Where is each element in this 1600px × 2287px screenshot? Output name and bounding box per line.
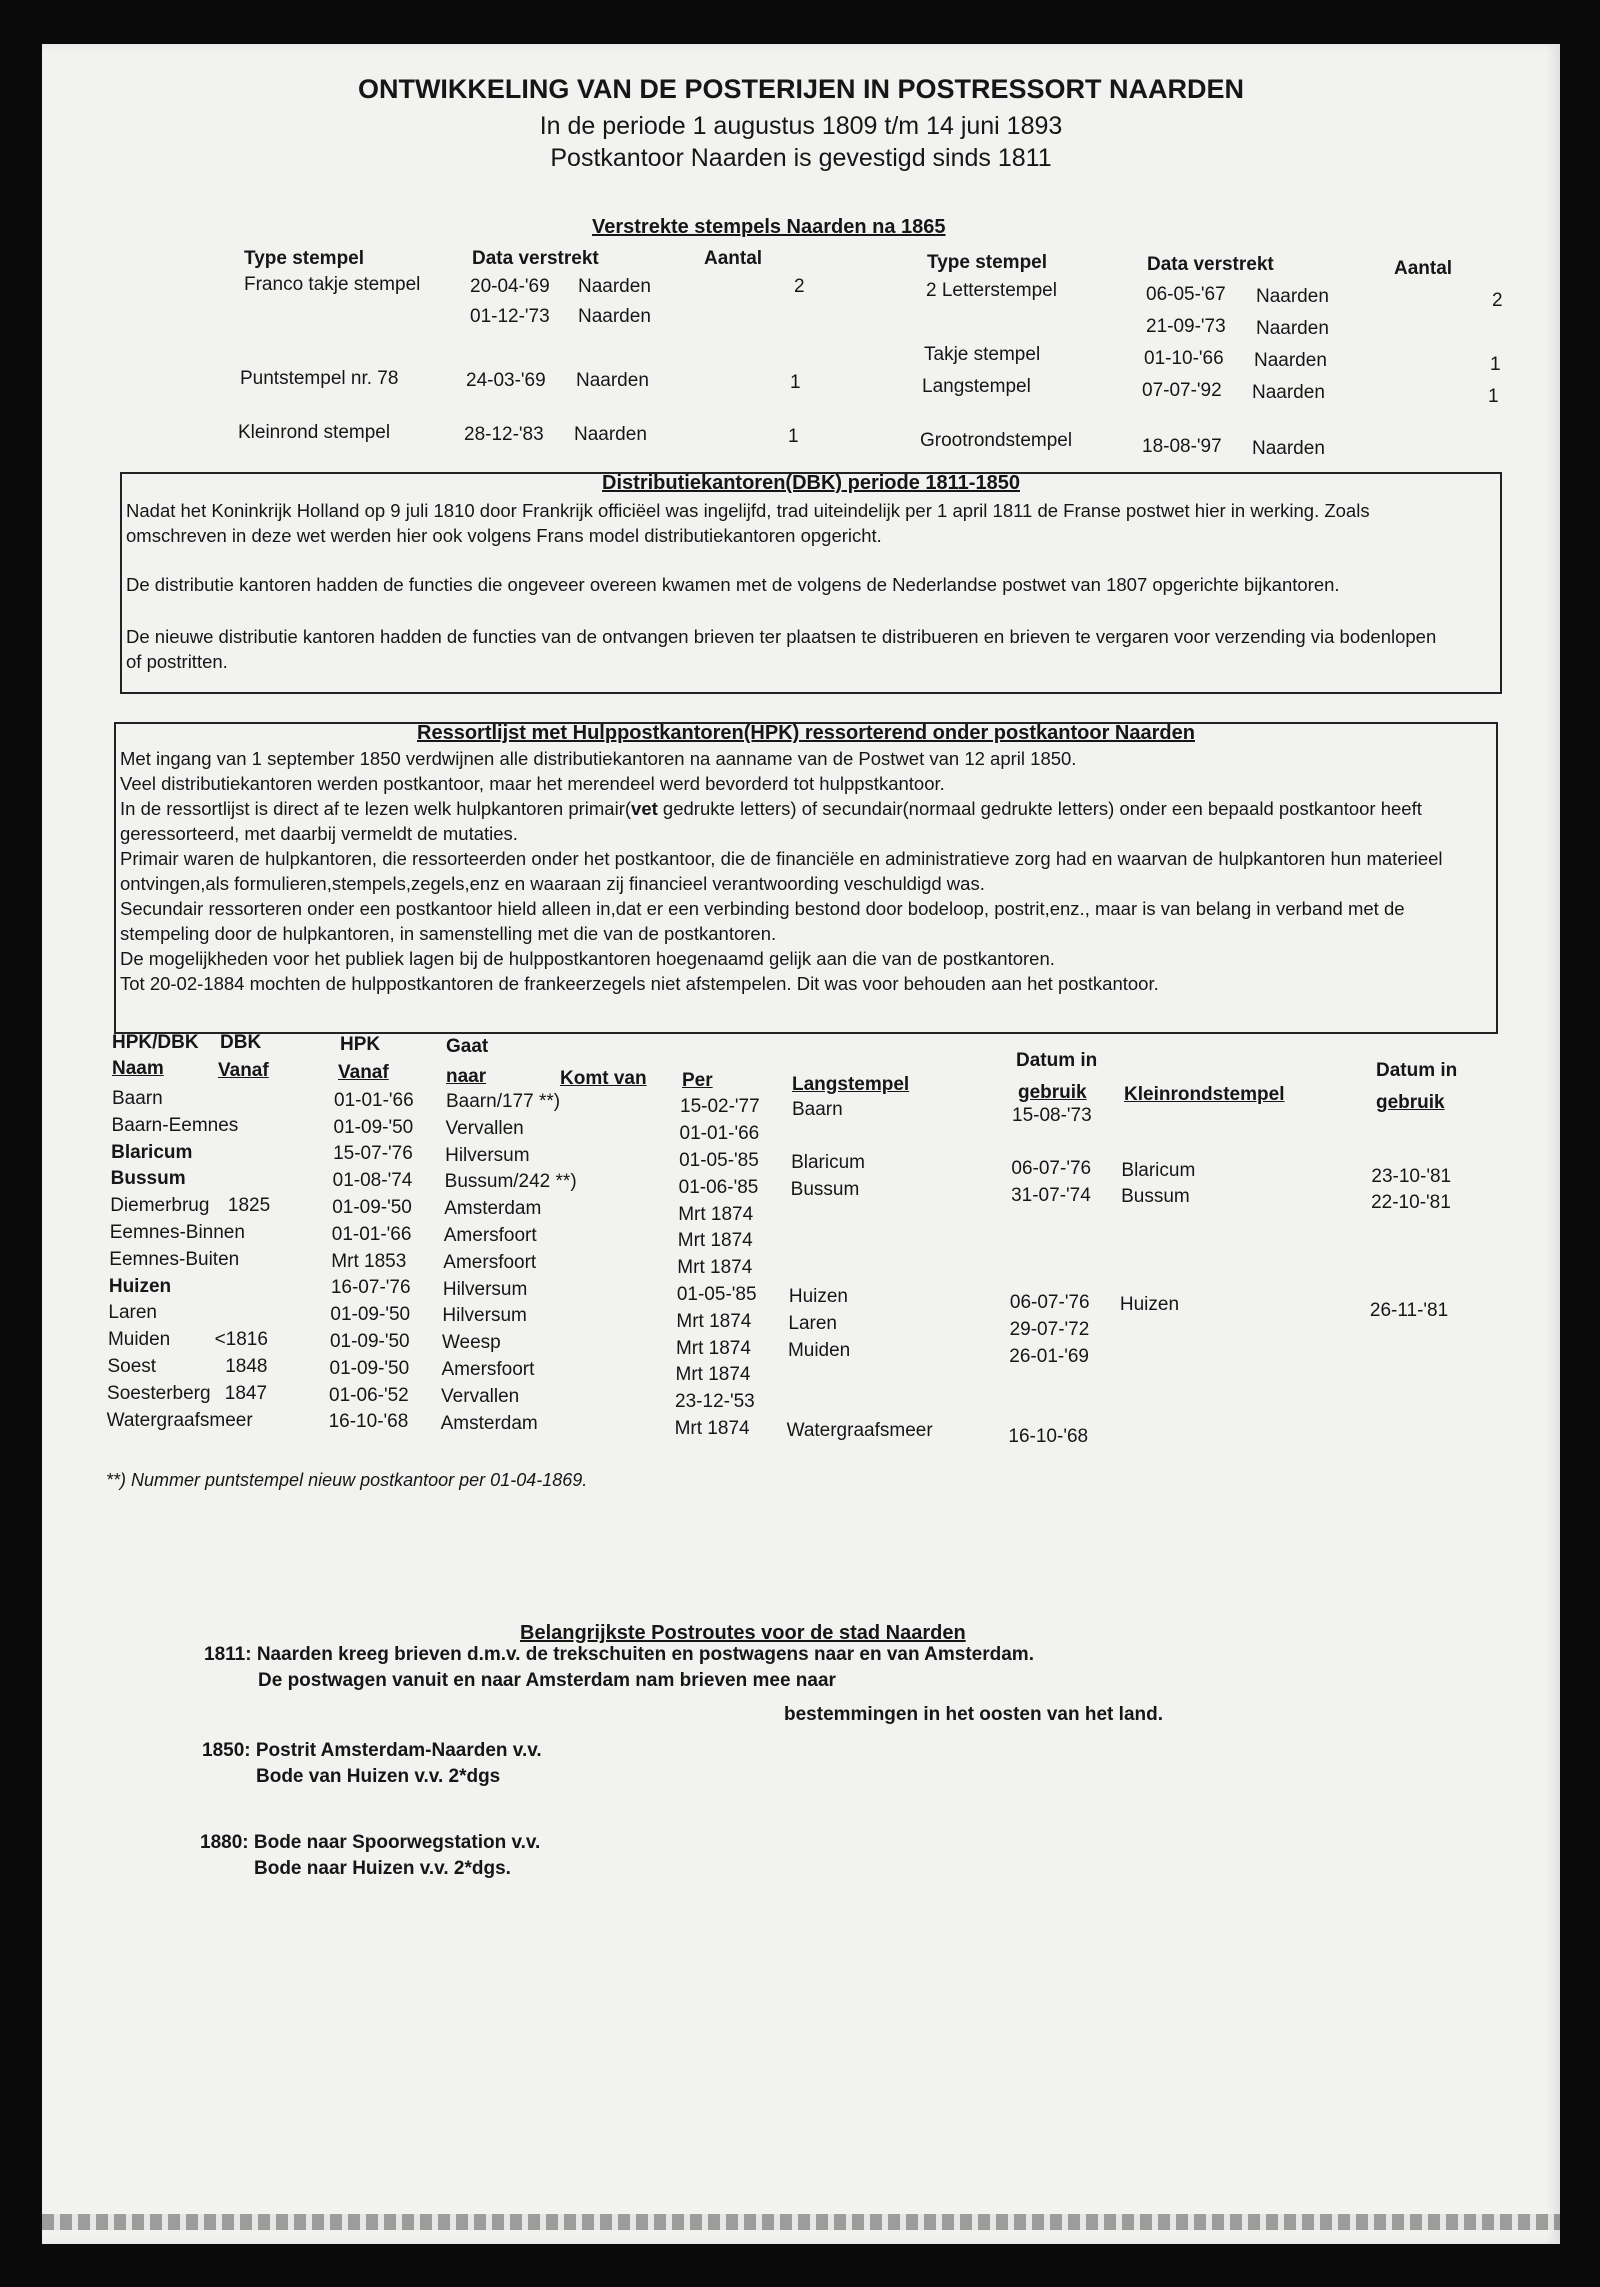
dbk-title: Distributiekantoren(DBK) periode 1811-1850 xyxy=(602,472,1020,494)
binder-edge-strip xyxy=(42,2214,1560,2230)
table-cell-lang-d: 31-07-'74 xyxy=(1011,1185,1091,1207)
table-header-datum-klein: Datum in xyxy=(1376,1060,1458,1081)
table-cell-per: 01-01-'66 xyxy=(679,1123,760,1145)
table-cell-per: 01-06-'85 xyxy=(678,1176,759,1198)
table-cell-hpk: 01-08-'74 xyxy=(332,1170,413,1192)
stempel-place: Naarden xyxy=(1256,286,1329,307)
stempel-place: Naarden xyxy=(578,276,651,297)
table-cell-hpk: 01-01-'66 xyxy=(334,1089,414,1111)
table-cell-per: 01-05-'85 xyxy=(679,1150,759,1171)
table-cell-naam: Blaricum xyxy=(111,1141,193,1163)
stempel-date: 06-05-'67 xyxy=(1146,284,1226,305)
hpk-paragraph-3-start: In de ressortlijst is direct af te lezen welk hulpkantoren primair( xyxy=(120,798,632,819)
stempel-date: 18-08-'97 xyxy=(1142,436,1222,457)
hpk-box xyxy=(114,722,1498,1034)
table-cell-hpk: 16-10-'68 xyxy=(328,1411,409,1433)
table-cell-naam: Muiden xyxy=(107,1329,171,1351)
table-cell-naam: Baarn xyxy=(112,1088,163,1109)
table-cell-per: Mrt 1874 xyxy=(675,1337,751,1359)
table-cell-hpk: 01-09-'50 xyxy=(332,1197,412,1218)
table-cell-per: 23-12-'53 xyxy=(675,1391,755,1413)
table-cell-lang-d: 06-07-'76 xyxy=(1009,1292,1090,1314)
stempel-type: Franco takje stempel xyxy=(244,274,421,295)
table-cell-hpk: 16-07-'76 xyxy=(330,1277,411,1299)
table-cell-dbk: 1847 xyxy=(224,1382,268,1404)
table-cell-naam: Diemerbrug xyxy=(110,1195,210,1217)
stempel-date: 28-12-'83 xyxy=(464,424,544,445)
route-1811: 1811: Naarden kreeg brieven d.m.v. de trekschuiten en postwagens naar en van Amsterdam. xyxy=(204,1644,1034,1665)
table-header-per: Per xyxy=(682,1070,713,1091)
table-cell-naam: Laren xyxy=(108,1302,157,1324)
table-cell-naar: Weesp xyxy=(441,1332,501,1354)
stempel-date: 20-04-'69 xyxy=(470,276,550,297)
table-cell-hpk: 01-09-'50 xyxy=(333,1116,414,1138)
stempel-aantal: 1 xyxy=(788,426,799,447)
stempel-aantal: 2 xyxy=(1492,290,1503,311)
stempels-header-aantal-left: Aantal xyxy=(704,248,763,269)
table-cell-naam: Soesterberg xyxy=(107,1382,211,1404)
stempel-date: 01-12-'73 xyxy=(470,306,550,327)
table-header-hpkdbk: HPK/DBK xyxy=(112,1032,199,1053)
stempel-aantal: 1 xyxy=(790,372,801,393)
document-sheet xyxy=(42,44,1560,2244)
table-cell-klein-d: 23-10-'81 xyxy=(1371,1165,1452,1187)
table-cell-per: Mrt 1874 xyxy=(675,1364,751,1386)
table-cell-naar: Baarn/177 **) xyxy=(446,1091,561,1112)
table-header-hpk-vanaf: Vanaf xyxy=(338,1062,389,1083)
stempel-type: 2 Letterstempel xyxy=(926,280,1057,301)
table-cell-naar: Amersfoort xyxy=(443,1251,537,1273)
table-cell-hpk: 01-09-'50 xyxy=(329,1357,410,1379)
hpk-paragraph-1: Met ingang van 1 september 1850 verdwijnen alle distributiekantoren na aanname van de Postwet van 12 april 1850. xyxy=(120,748,1077,769)
stempels-header-type-left: Type stempel xyxy=(244,248,365,269)
route-1811-line-3: bestemmingen in het oosten van het land. xyxy=(784,1704,1163,1725)
hpk-paragraph-3 xyxy=(120,796,1450,846)
dbk-paragraph-3: De nieuwe distributie kantoren hadden de functies van de ontvangen brieven ter plaatsen te distribueren en brieven te vergaren voor verzending via bodenlopen of postritten. xyxy=(126,626,1437,672)
table-cell-klein: Bussum xyxy=(1121,1186,1190,1208)
table-header-gebruik-klein: gebruik xyxy=(1376,1092,1445,1113)
table-cell-per: Mrt 1874 xyxy=(677,1257,753,1279)
table-header-kleinrondstempel: Kleinrondstempel xyxy=(1124,1084,1285,1105)
route-1880: 1880: Bode naar Spoorwegstation v.v. xyxy=(200,1832,541,1853)
stempel-aantal: 2 xyxy=(794,276,805,297)
hpk-paragraph-5: Secundair ressorteren onder een postkantoor hield alleen in,dat er een verbinding bestond door bodeloop, postrit,enz., maar is van belang in verband met de stempeling door de hulpkantoren, in samenstelling met die van de postkantoren. xyxy=(120,898,1405,944)
route-1850-line-2: Bode van Huizen v.v. 2*dgs xyxy=(256,1766,501,1787)
stempel-place: Naarden xyxy=(1254,350,1327,371)
table-cell-per: Mrt 1874 xyxy=(677,1230,753,1252)
table-cell-naar: Hilversum xyxy=(445,1144,530,1166)
table-cell-lang-d: 26-01-'69 xyxy=(1009,1346,1089,1367)
dbk-paragraph-1: Nadat het Koninkrijk Holland op 9 juli 1810 door Frankrijk officiëel was ingelijfd, trad uiteindelijk per 1 april 1811 de Franse postwet hier in werking. Zoals omschreven in deze wet werden hier ook volgens Frans model distributiekantoren opgericht. xyxy=(126,500,1370,546)
stempel-type: Puntstempel nr. 78 xyxy=(240,368,399,389)
table-cell-lang-d: 06-07-'76 xyxy=(1011,1158,1092,1180)
table-cell-dbk: 1848 xyxy=(225,1356,268,1377)
table-cell-lang-d: 16-10-'68 xyxy=(1008,1426,1089,1448)
table-cell-lang: Huizen xyxy=(788,1286,848,1308)
route-1850: 1850: Postrit Amsterdam-Naarden v.v. xyxy=(202,1740,542,1761)
table-header-gaat: Gaat xyxy=(446,1036,489,1057)
hpk-paragraph-6: De mogelijkheden voor het publiek lagen bij de hulppostkantoren hoegenaamd gelijk aan die van de postkantoren. xyxy=(120,948,1055,969)
table-cell-lang-d: 15-08-'73 xyxy=(1012,1104,1092,1126)
stempel-type: Grootrondstempel xyxy=(920,430,1073,451)
table-cell-hpk: 01-06-'52 xyxy=(329,1384,409,1406)
table-cell-naar: Amersfoort xyxy=(441,1359,535,1380)
table-header-naam: Naam xyxy=(112,1058,164,1079)
stempel-type: Takje stempel xyxy=(924,344,1041,365)
table-cell-lang: Laren xyxy=(788,1313,837,1335)
route-1880-line-2: Bode naar Huizen v.v. 2*dgs. xyxy=(254,1858,511,1879)
table-cell-naar: Bussum/242 **) xyxy=(444,1171,577,1193)
table-header-gebruik-lang: gebruik xyxy=(1018,1082,1087,1103)
table-cell-per: Mrt 1874 xyxy=(676,1310,752,1332)
stempels-header-type-right: Type stempel xyxy=(927,252,1048,273)
table-header-hpk: HPK xyxy=(340,1034,381,1055)
table-cell-lang: Bussum xyxy=(790,1179,860,1201)
stempels-header-data-left: Data verstrekt xyxy=(472,248,599,269)
table-cell-hpk: 01-09-'50 xyxy=(329,1331,410,1352)
hpk-paragraph-3-end: gedrukte letters) of secundair(normaal gedrukte letters) onder een bepaald postkantoor heeft geressorteerd, met daarbij vermeldt de mutaties. xyxy=(120,798,1422,844)
table-cell-lang: Blaricum xyxy=(791,1152,865,1174)
table-cell-naam: Huizen xyxy=(108,1275,172,1297)
table-cell-naar: Hilversum xyxy=(442,1305,527,1327)
table-cell-per: 15-02-'77 xyxy=(680,1096,760,1118)
table-cell-klein: Blaricum xyxy=(1121,1159,1196,1181)
hpk-paragraph-3-bold: vet xyxy=(631,798,658,819)
table-cell-naar: Amersfoort xyxy=(443,1225,537,1246)
hpk-paragraph-7: Tot 20-02-1884 mochten de hulppostkantoren de frankeerzegels niet afstempelen. Dit was voor behouden aan het postkantoor. xyxy=(120,973,1159,994)
period-subtitle: In de periode 1 augustus 1809 t/m 14 juni 1893 xyxy=(539,112,1063,140)
stempel-date: 01-10-'66 xyxy=(1144,348,1224,369)
stempel-type: Kleinrond stempel xyxy=(238,422,391,443)
stempels-header-aantal-right: Aantal xyxy=(1394,258,1453,279)
table-cell-naam: Watergraafsmeer xyxy=(106,1409,253,1431)
table-cell-per: Mrt 1874 xyxy=(674,1418,750,1439)
table-cell-naam: Bussum xyxy=(110,1168,186,1190)
table-header-datum-lang: Datum in xyxy=(1016,1050,1098,1071)
table-cell-per: 01-05-'85 xyxy=(676,1284,757,1305)
hpk-paragraph-4: Primair waren de hulpkantoren, die ressorteerden onder het postkantoor, die de financiële en administratieve zorg had en waarvan de hulpkantoren hun materieel ontvingen,als formulieren,stempels,zegels,enz en waaraan zij financieel verantwoording veschuldigd was. xyxy=(120,848,1443,894)
page-title: ONTWIKKELING VAN DE POSTERIJEN IN POSTRESSORT NAARDEN xyxy=(357,74,1245,104)
stempel-place: Naarden xyxy=(578,306,651,327)
table-cell-klein-d: 22-10-'81 xyxy=(1371,1192,1451,1214)
stempels-header-data-right: Data verstrekt xyxy=(1147,254,1274,275)
table-cell-hpk: 01-01-'66 xyxy=(331,1223,412,1245)
table-header-dbk-vanaf: Vanaf xyxy=(218,1060,269,1081)
office-subtitle: Postkantoor Naarden is gevestigd sinds 1811 xyxy=(550,144,1052,172)
dbk-paragraph-2: De distributie kantoren hadden de functies die ongeveer overeen kwamen met de volgens de Nederlandse postwet van 1807 opgerichte bijkantoren. xyxy=(126,574,1340,595)
stempel-place: Naarden xyxy=(574,424,647,445)
table-cell-naar: Hilversum xyxy=(442,1278,528,1300)
table-cell-naam: Eemnes-Buiten xyxy=(109,1248,240,1270)
table-cell-lang-d: 29-07-'72 xyxy=(1009,1319,1090,1341)
stempel-aantal: 1 xyxy=(1490,354,1501,375)
stempel-type: Langstempel xyxy=(922,376,1031,397)
dbk-box xyxy=(120,472,1502,694)
stempel-place: Naarden xyxy=(1256,318,1329,339)
table-header-langstempel: Langstempel xyxy=(792,1074,910,1095)
hpk-title: Ressortlijst met Hulppostkantoren(HPK) ressorterend onder postkantoor Naarden xyxy=(417,722,1195,744)
stempel-aantal: 1 xyxy=(1488,386,1499,407)
table-cell-hpk: Mrt 1853 xyxy=(331,1250,407,1272)
table-header-dbk: DBK xyxy=(220,1032,262,1053)
routes-title: Belangrijkste Postroutes voor de stad Naarden xyxy=(520,1622,966,1644)
table-header-naar: naar xyxy=(446,1066,487,1087)
table-cell-naar: Vervallen xyxy=(441,1385,520,1407)
table-cell-lang: Watergraafsmeer xyxy=(786,1420,933,1442)
stempel-date: 07-07-'92 xyxy=(1142,380,1222,401)
table-cell-naar: Amsterdam xyxy=(444,1198,542,1220)
table-cell-klein-d: 26-11-'81 xyxy=(1369,1299,1449,1321)
table-cell-naar: Amsterdam xyxy=(440,1412,538,1434)
stempel-place: Naarden xyxy=(1252,382,1325,403)
table-cell-naar: Vervallen xyxy=(445,1117,524,1139)
hpk-paragraph-2: Veel distributiekantoren werden postkantoor, maar het merendeel werd bevorderd tot hulppstkantoor. xyxy=(120,773,945,794)
table-cell-dbk: <1816 xyxy=(214,1329,268,1351)
table-cell-hpk: 15-07-'76 xyxy=(333,1143,413,1165)
route-1811-line-2: De postwagen vanuit en naar Amsterdam nam brieven mee naar xyxy=(258,1670,836,1691)
stempel-date: 21-09-'73 xyxy=(1146,316,1226,337)
stempel-place: Naarden xyxy=(576,370,649,391)
table-cell-dbk: 1825 xyxy=(227,1195,271,1217)
table-cell-per: Mrt 1874 xyxy=(678,1203,754,1225)
table-cell-naam: Baarn-Eemnes xyxy=(111,1114,239,1136)
table-cell-naam: Eemnes-Binnen xyxy=(109,1222,245,1243)
table-header-komt-van: Komt van xyxy=(560,1068,647,1089)
table-cell-naam: Soest xyxy=(107,1356,157,1377)
table-cell-lang: Baarn xyxy=(792,1098,843,1120)
stempel-date: 24-03-'69 xyxy=(466,370,546,391)
table-cell-klein: Huizen xyxy=(1119,1293,1180,1315)
stempel-place: Naarden xyxy=(1252,438,1325,459)
table-cell-lang: Muiden xyxy=(787,1340,851,1361)
table-cell-hpk: 01-09-'50 xyxy=(330,1304,411,1326)
stempels-title: Verstrekte stempels Naarden na 1865 xyxy=(592,216,946,238)
table-footnote: **) Nummer puntstempel nieuw postkantoor per 01-04-1869. xyxy=(106,1470,588,1490)
